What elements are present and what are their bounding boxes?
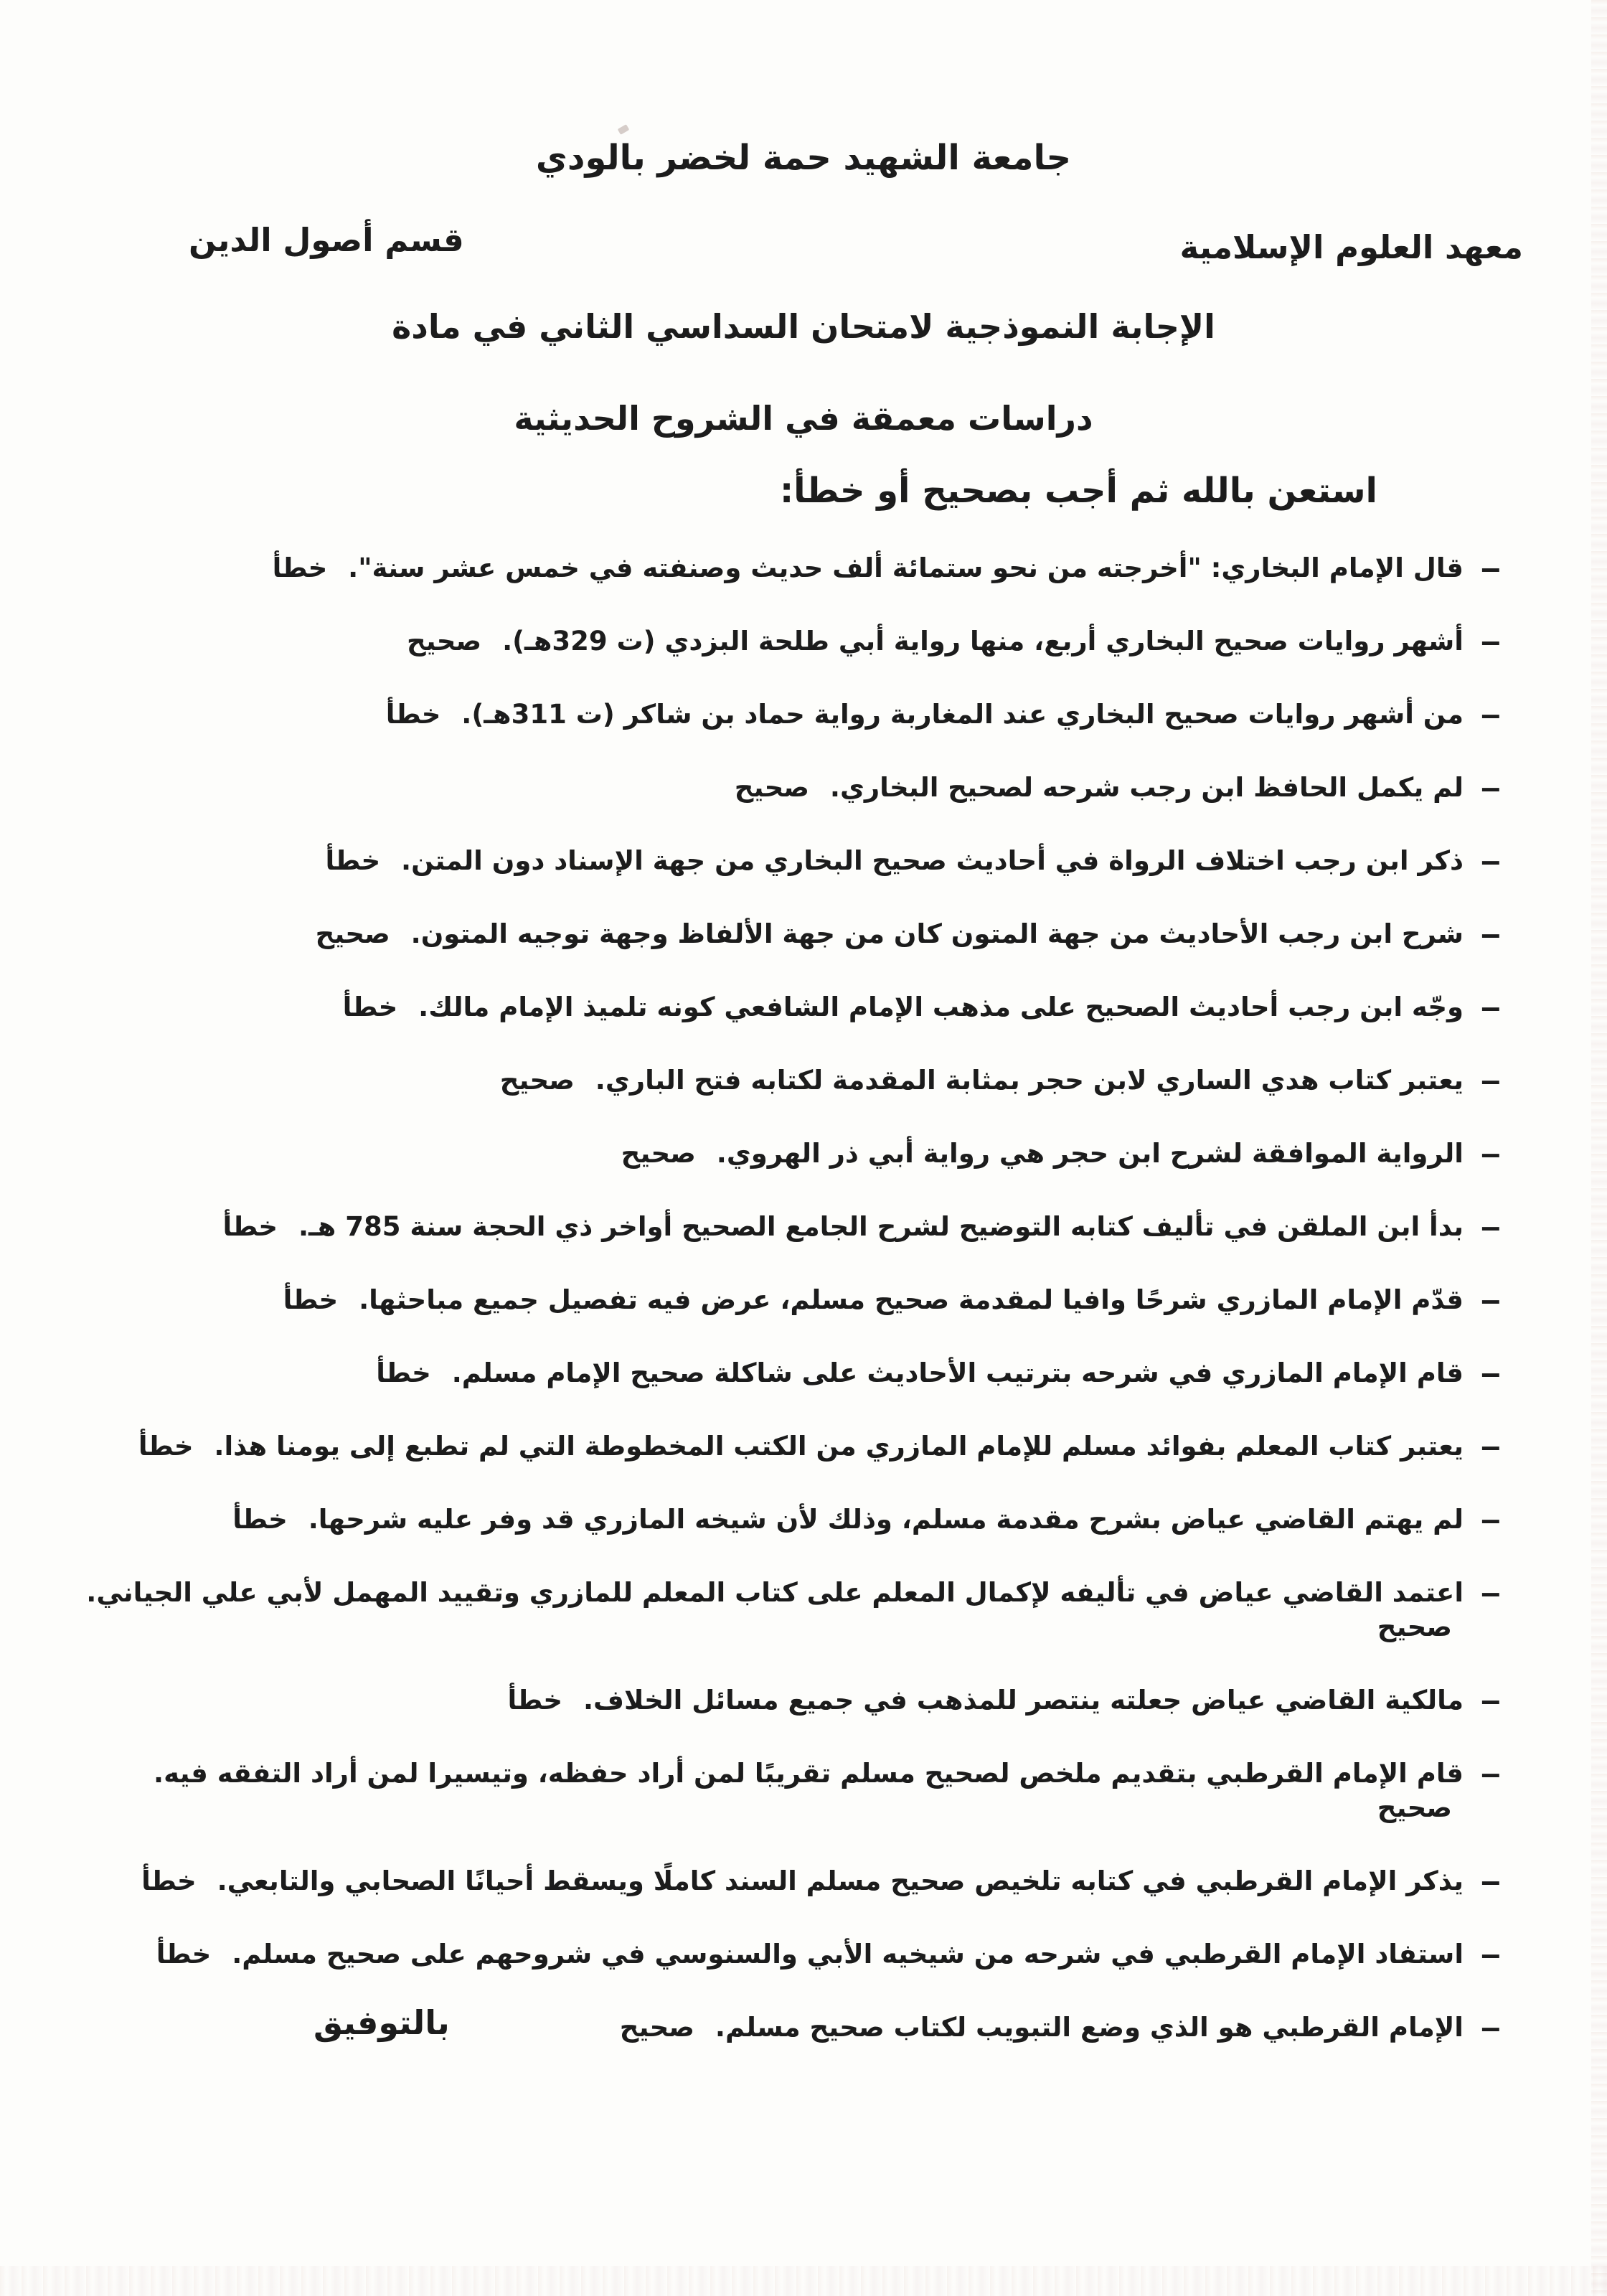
question-row (75, 1063, 1502, 1098)
item-dash: – (1479, 1577, 1502, 1609)
answer-word: خطأ (272, 552, 328, 583)
department-name: قسم أصول الدين (189, 221, 464, 259)
institute-name: معهد العلوم الإسلامية (1179, 228, 1523, 266)
answer-word: خطأ (141, 1866, 197, 1896)
question-statement-block (407, 624, 1464, 659)
question-statement: شرح ابن رجب الأحاديث من جهة المتون كان من جهة الألفاظ وجهة توجيه المتون. (410, 918, 1464, 949)
item-dash: – (1479, 845, 1502, 877)
question-statement-block (386, 697, 1464, 732)
question-statement: يعتبر كتاب المعلم بفوائد مسلم للإمام المازري من الكتب المخطوطة التي لم تطبع إلى يومنا هذا. (214, 1431, 1464, 1462)
question-statement-block (621, 1137, 1464, 1171)
question-statement: الإمام القرطبي هو الذي وضع التبويب لكتاب صحيح مسلم. (715, 2012, 1464, 2043)
answer-word: خطأ (222, 1211, 278, 1242)
question-statement: قال الإمام البخاري: "أخرجته من نحو ستمائة ألف حديث وصنفته في خمس عشر سنة". (348, 552, 1464, 583)
answer-word: خطأ (342, 992, 398, 1022)
question-statement-block (222, 1210, 1464, 1244)
item-dash: – (1479, 552, 1502, 584)
question-statement: من أشهر روايات صحيح البخاري عند المغاربة رواية حماد بن شاكر (ت 311هـ). (461, 699, 1464, 730)
question-row (75, 551, 1502, 585)
question-statement: وجّه ابن رجب أحاديث الصحيح على مذهب الإمام الشافعي كونه تلميذ الإمام مالك. (418, 992, 1464, 1022)
question-row (75, 1937, 1502, 1972)
question-row (75, 771, 1502, 805)
item-dash: – (1479, 1284, 1502, 1316)
question-statement-block (500, 1063, 1464, 1098)
question-statement-block (75, 1756, 1464, 1825)
question-row (75, 1864, 1502, 1899)
answer-word: خطأ (283, 1284, 339, 1315)
item-dash: – (1479, 1358, 1502, 1389)
answer-word: خطأ (376, 1358, 431, 1388)
answer-word: صحيح (315, 918, 390, 949)
question-row (75, 1576, 1502, 1645)
question-statement: قام الإمام القرطبي بتقديم ملخص لصحيح مسلم تقريبًا لمن أراد حفظه، وتيسيرا لمن أراد التفقه فيه. (154, 1758, 1464, 1789)
item-dash: – (1479, 1431, 1502, 1462)
question-statement-block (273, 551, 1464, 585)
question-statement: قام الإمام المازري في شرحه بترتيب الأحاديث على شاكلة صحيح الإمام مسلم. (451, 1358, 1464, 1388)
question-statement: قدّم الإمام المازري شرحًا وافيا لمقدمة صحيح مسلم، عرض فيه تفصيل جميع مباحثها. (359, 1284, 1464, 1315)
question-row (75, 990, 1502, 1025)
answer-word: خطأ (325, 845, 381, 876)
question-row (75, 1502, 1502, 1537)
question-statement-block (620, 2010, 1464, 2045)
item-dash: – (1479, 1866, 1502, 1897)
answer-word: صحيح (619, 2012, 694, 2043)
question-statement: لم يكمل الحافظ ابن رجب شرحه لصحيح البخاري. (829, 772, 1464, 803)
scan-speck (618, 124, 630, 135)
closing-word: بالتوفيق (314, 2003, 450, 2042)
answer-word: صحيح (1377, 1792, 1452, 1823)
scan-edge-bottom (0, 2266, 1607, 2296)
item-dash: – (1479, 772, 1502, 804)
answer-word: صحيح (621, 1138, 696, 1169)
questions-list (75, 551, 1502, 2084)
item-dash: – (1479, 1939, 1502, 1970)
item-dash: – (1479, 626, 1502, 657)
university-name: جامعة الشهيد حمة لخضر بالودي (535, 138, 1072, 178)
question-statement-block (138, 1429, 1464, 1464)
answer-word: خطأ (507, 1685, 563, 1716)
question-statement: أشهر روايات صحيح البخاري أربع، منها رواية أبي طلحة البزدي (ت 329هـ). (502, 626, 1464, 657)
question-statement-block (156, 1937, 1464, 1972)
question-statement-block (316, 917, 1464, 951)
question-statement-block (326, 844, 1464, 878)
answer-word: خطأ (385, 699, 441, 730)
item-dash: – (1479, 1211, 1502, 1243)
exam-title: الإجابة النموذجية لامتحان السداسي الثاني في مادة (392, 307, 1215, 346)
item-dash: – (1479, 699, 1502, 730)
item-dash: – (1479, 2012, 1502, 2043)
question-row (75, 1137, 1502, 1171)
question-statement: بدأ ابن الملقن في تأليف كتابه التوضيح لشرح الجامع الصحيح أواخر ذي الحجة سنة 785 هـ. (298, 1211, 1464, 1242)
question-row (75, 1356, 1502, 1391)
question-statement: استفاد الإمام القرطبي في شرحه من شيخيه الأبي والسنوسي في شروحهم على صحيح مسلم. (232, 1939, 1464, 1970)
question-statement: الرواية الموافقة لشرح ابن حجر هي رواية أبي ذر الهروي. (716, 1138, 1464, 1169)
answer-word: خطأ (232, 1504, 288, 1535)
question-row (75, 2010, 1502, 2045)
question-statement-block (343, 990, 1464, 1025)
question-statement-block (507, 1683, 1464, 1718)
item-dash: – (1479, 1065, 1502, 1096)
question-row (75, 844, 1502, 878)
question-statement: مالكية القاضي عياض جعلته ينتصر للمذهب في جميع مسائل الخلاف. (583, 1685, 1464, 1716)
question-row (75, 1683, 1502, 1718)
item-dash: – (1479, 1138, 1502, 1170)
question-statement: اعتمد القاضي عياض في تأليفه لإكمال المعلم على كتاب المعلم للمازري وتقييد المهمل لأبي علي الجياني. (86, 1577, 1464, 1608)
question-statement: لم يهتم القاضي عياض بشرح مقدمة مسلم، وذلك لأن شيخه المازري قد وفر عليه شرحها. (308, 1504, 1464, 1535)
answer-word: خطأ (156, 1939, 212, 1970)
instruction-line: استعن بالله ثم أجب بصحيح أو خطأ: (779, 471, 1377, 511)
question-row (75, 1756, 1502, 1825)
answer-word: صحيح (499, 1065, 575, 1096)
item-dash: – (1479, 1685, 1502, 1716)
answer-word: صحيح (734, 772, 809, 803)
question-statement: يعتبر كتاب هدي الساري لابن حجر بمثابة المقدمة لكتابه فتح الباري. (595, 1065, 1464, 1096)
question-row (75, 624, 1502, 659)
question-row (75, 1429, 1502, 1464)
answer-word: خطأ (138, 1431, 194, 1462)
question-statement-block (283, 1283, 1464, 1317)
question-statement: يذكر الإمام القرطبي في كتابه تلخيص صحيح مسلم السند كاملًا ويسقط أحيانًا الصحابي والتابعي. (217, 1866, 1464, 1896)
question-row (75, 1283, 1502, 1317)
question-statement-block (232, 1502, 1464, 1537)
question-statement-block (141, 1864, 1464, 1899)
question-row (75, 1210, 1502, 1244)
answer-word: صحيح (406, 626, 482, 657)
question-statement-block (735, 771, 1464, 805)
exam-subject: دراسات معمقة في الشروح الحديثية (514, 399, 1093, 438)
question-statement: ذكر ابن رجب اختلاف الرواة في أحاديث صحيح البخاري من جهة الإسناد دون المتن. (401, 845, 1464, 876)
item-dash: – (1479, 1758, 1502, 1789)
question-statement-block (376, 1356, 1464, 1391)
answer-word: صحيح (1377, 1612, 1452, 1642)
item-dash: – (1479, 1504, 1502, 1535)
question-row (75, 917, 1502, 951)
question-statement-block (75, 1576, 1464, 1645)
question-row (75, 697, 1502, 732)
item-dash: – (1479, 918, 1502, 950)
item-dash: – (1479, 992, 1502, 1023)
